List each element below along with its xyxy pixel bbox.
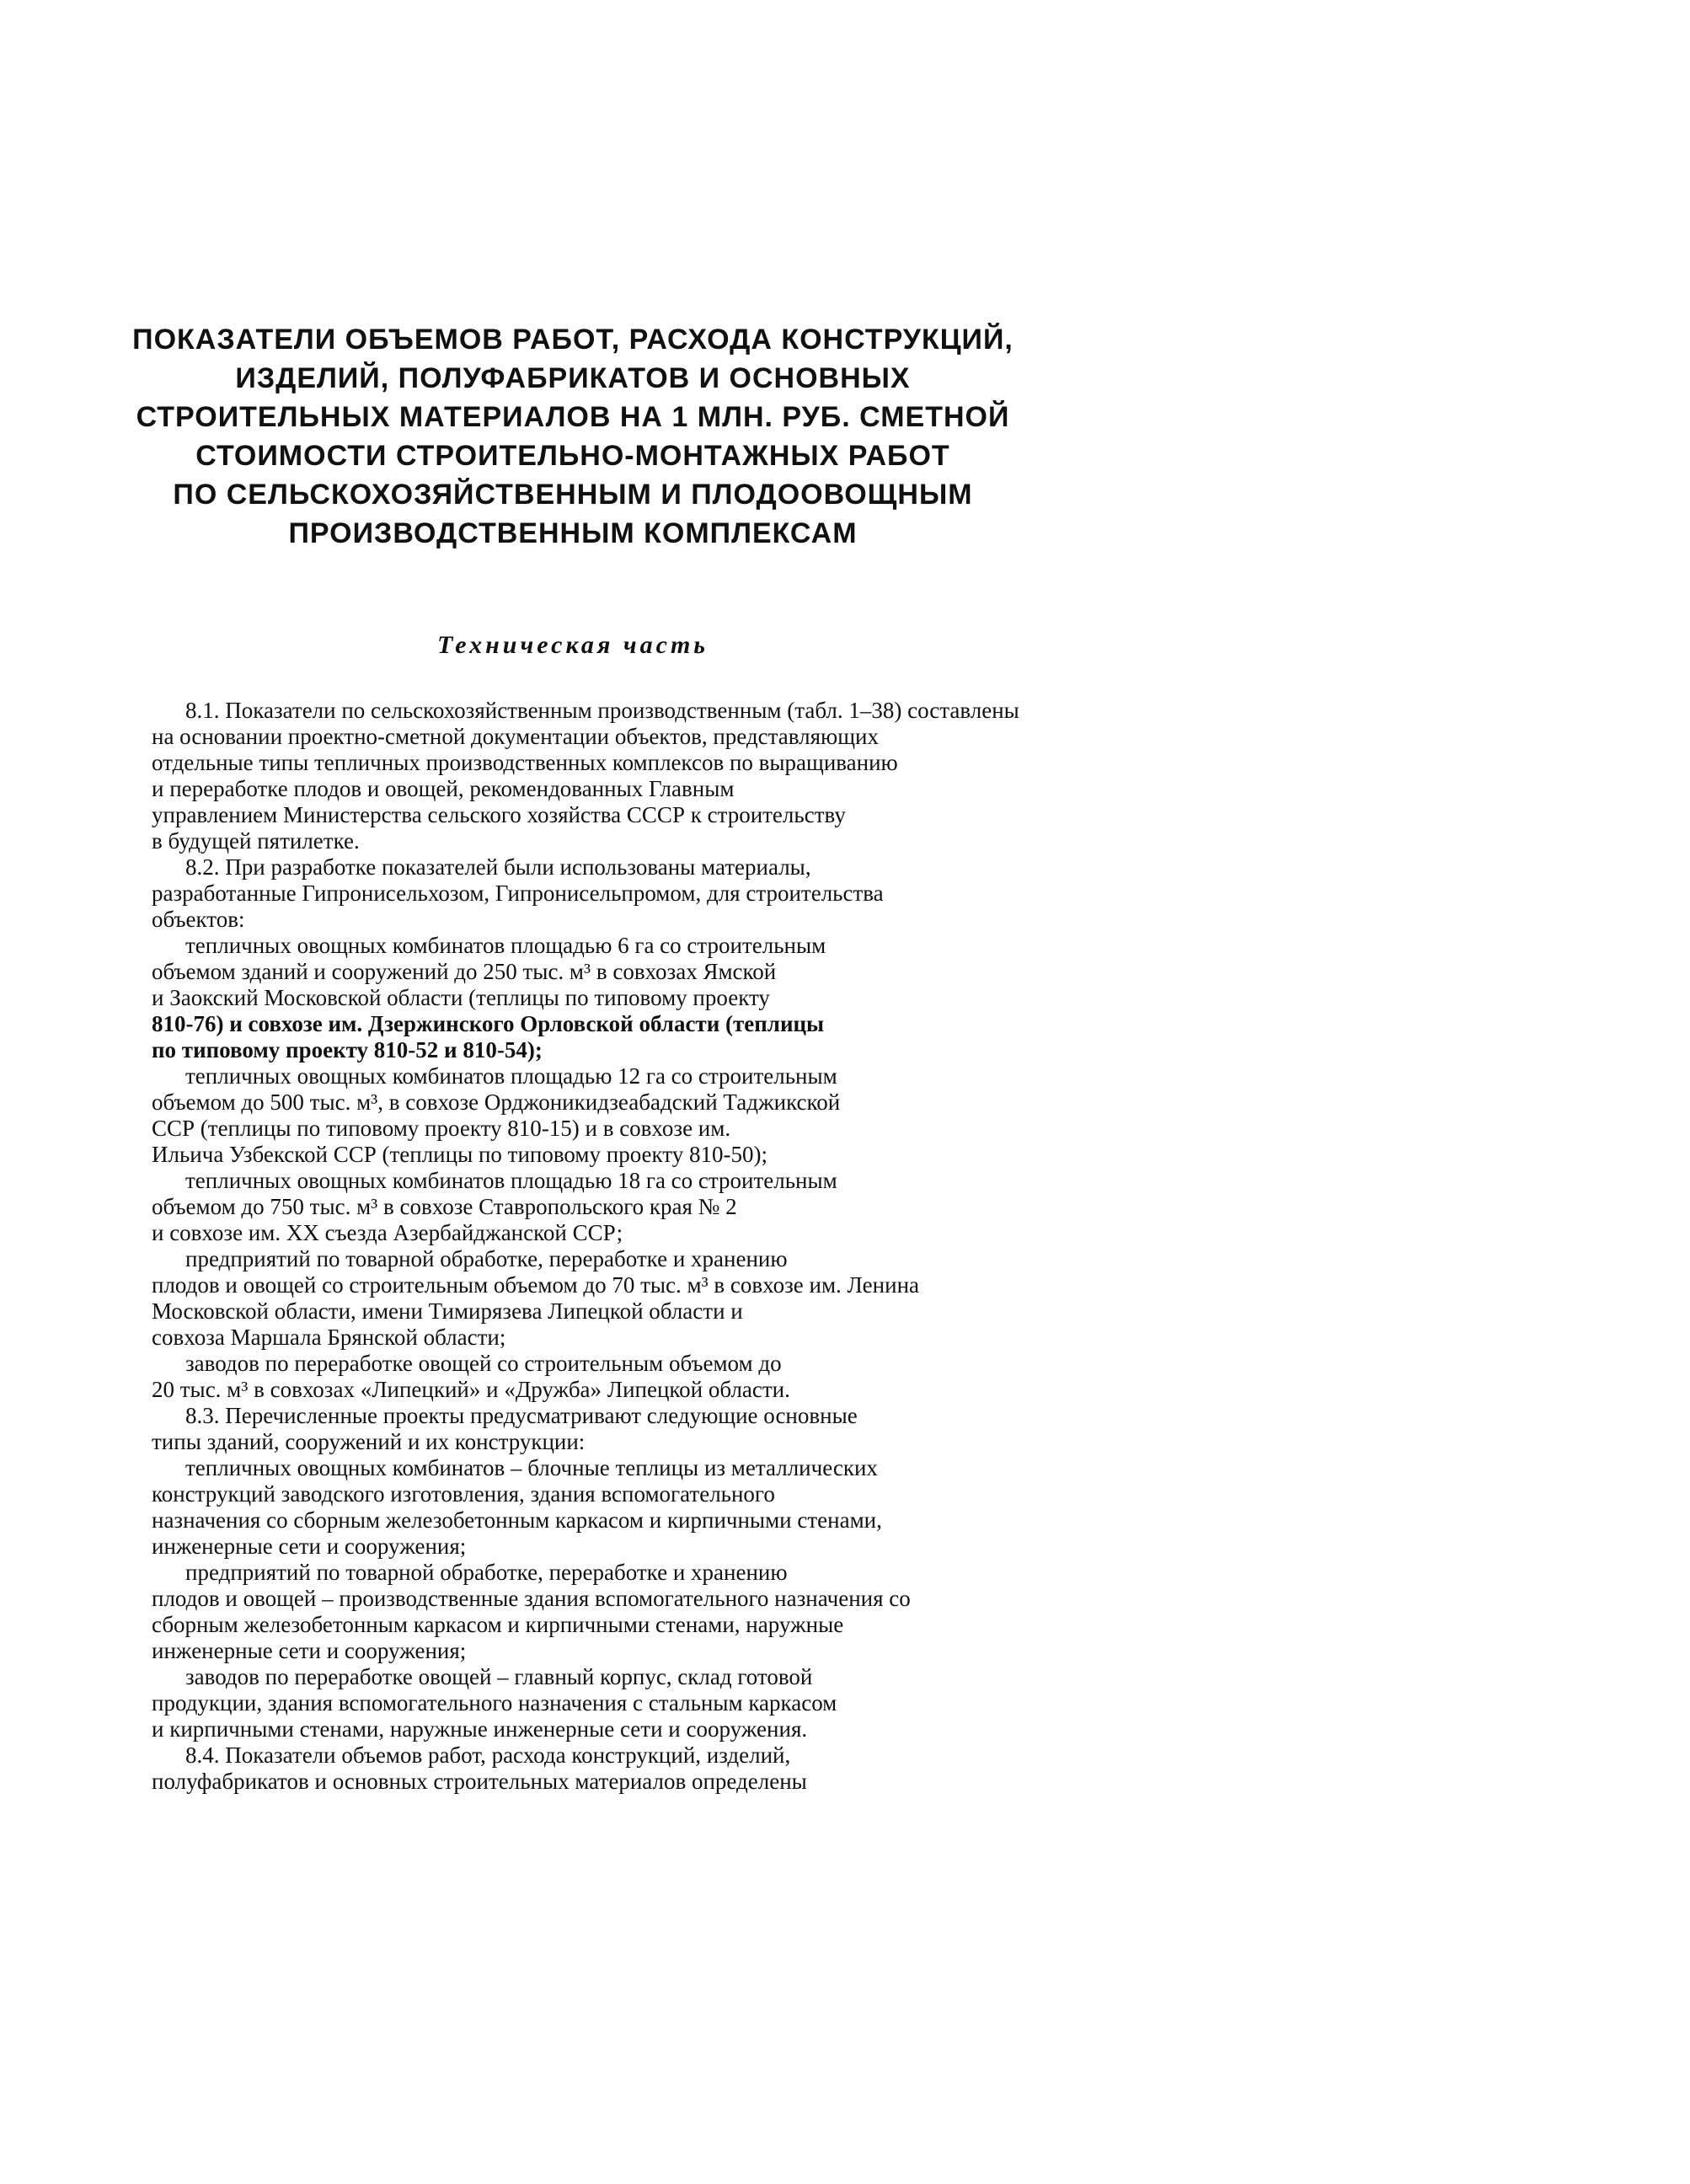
document-title [101,320,1045,553]
text-line: 8.4. Показатели объемов работ, расхода конструкций, изделий, [185,1742,791,1768]
text-line: сборным железобетонным каркасом и кирпичными стенами, наружные [152,1612,844,1637]
text-line: предприятий по товарной обработке, переработке и хранению [185,1560,788,1585]
title-line: ИЗДЕЛИЙ, ПОЛУФАБРИКАТОВ И ОСНОВНЫХ [235,362,911,394]
text-line: в будущей пятилетке. [152,828,360,854]
text-line: и переработке плодов и овощей, рекомендованных Главным [152,776,735,801]
text-line: и совхозе им. ХХ съезда Азербайджанской ССР; [152,1220,623,1245]
title-line: ПО СЕЛЬСКОХОЗЯЙСТВЕННЫМ И ПЛОДООВОЩНЫМ [173,479,973,511]
text-line: инженерные сети и сооружения; [152,1638,467,1663]
text-line: объемом до 500 тыс. м³, в совхозе Орджоникидзеабадский Таджикской [152,1089,841,1115]
text-line: объемом зданий и сооружений до 250 тыс. м³ в совхозах Ямской [152,959,777,984]
text-line: тепличных овощных комбинатов площадью 12 га со строительным [185,1063,837,1089]
title-line: ПРОИЗВОДСТВЕННЫМ КОМПЛЕКСАМ [288,517,858,549]
text-line: по типовому проекту 810-52 и 810-54); [152,1037,543,1063]
text-line: тепличных овощных комбинатов – блочные теплицы из металлических [185,1455,878,1480]
text-line: тепличных овощных комбинатов площадью 6 га со строительным [185,933,826,958]
title-line: СТРОИТЕЛЬНЫХ МАТЕРИАЛОВ НА 1 МЛН. РУБ. СМЕТНОЙ [136,401,1010,433]
text-line: плодов и овощей со строительным объемом до 70 тыс. м³ в совхозе им. Ленина [152,1272,919,1298]
text-line: Московской области, имени Тимирязева Липецкой области и [152,1298,743,1324]
text-line: 20 тыс. м³ в совхозах «Липецкий» и «Дружба» Липецкой области. [152,1377,790,1402]
text-line: ССР (теплицы по типовому проекту 810-15) и в совхозе им. [152,1116,731,1141]
text-line: тепличных овощных комбинатов площадью 18 га со строительным [185,1168,837,1193]
text-line: конструкций заводского изготовления, здания вспомогательного [152,1481,775,1507]
text-line: типы зданий, сооружений и их конструкции: [152,1429,586,1454]
text-line: объектов: [152,907,245,932]
title-line: ПОКАЗАТЕЛИ ОБЪЕМОВ РАБОТ, РАСХОДА КОНСТРУКЦИЙ, [132,324,1013,356]
text-line: разработанные Гипронисельхозом, Гипронисельпромом, для строительства [152,881,884,906]
section-subtitle: Техническая часть [436,631,709,659]
text-line: 8.2. При разработке показателей были использованы материалы, [185,854,811,880]
body-text [152,698,1062,1795]
text-line: и Заокский Московской области (теплицы по типовому проекту [152,985,770,1010]
text-line: инженерные сети и сооружения; [152,1534,467,1559]
text-line: и кирпичными стенами, наружные инженерные сети и сооружения. [152,1716,808,1742]
text-line: 810-76) и совхозе им. Дзержинского Орловской области (теплицы [152,1011,825,1036]
text-line: полуфабрикатов и основных строительных материалов определены [152,1769,807,1794]
text-line: объемом до 750 тыс. м³ в совхозе Ставропольского края № 2 [152,1194,737,1219]
text-line: на основании проектно-сметной документации объектов, представляющих [152,724,879,749]
text-line: отдельные типы тепличных производственных комплексов по выращиванию [152,750,898,775]
text-line: плодов и овощей – производственные здания вспомогательного назначения со [152,1586,911,1611]
text-line: 8.3. Перечисленные проекты предусматривают следующие основные [185,1403,858,1428]
text-line: Ильича Узбекской ССР (теплицы по типовому проекту 810-50); [152,1142,767,1167]
text-line: назначения со сборным железобетонным каркасом и кирпичными стенами, [152,1507,882,1533]
text-line: заводов по переработке овощей со строительным объемом до [185,1351,782,1376]
text-line: совхоза Маршала Брянской области; [152,1325,506,1350]
text-line: предприятий по товарной обработке, переработке и хранению [185,1246,788,1271]
title-line: СТОИМОСТИ СТРОИТЕЛЬНО-МОНТАЖНЫХ РАБОТ [195,440,950,472]
text-line: заводов по переработке овощей – главный корпус, склад готовой [185,1664,813,1689]
text-line: управлением Министерства сельского хозяйства СССР к строительству [152,802,846,827]
text-line: 8.1. Показатели по сельскохозяйственным производственным (табл. 1–38) составлены [185,698,1019,723]
text-line: продукции, здания вспомогательного назначения с стальным каркасом [152,1690,837,1716]
